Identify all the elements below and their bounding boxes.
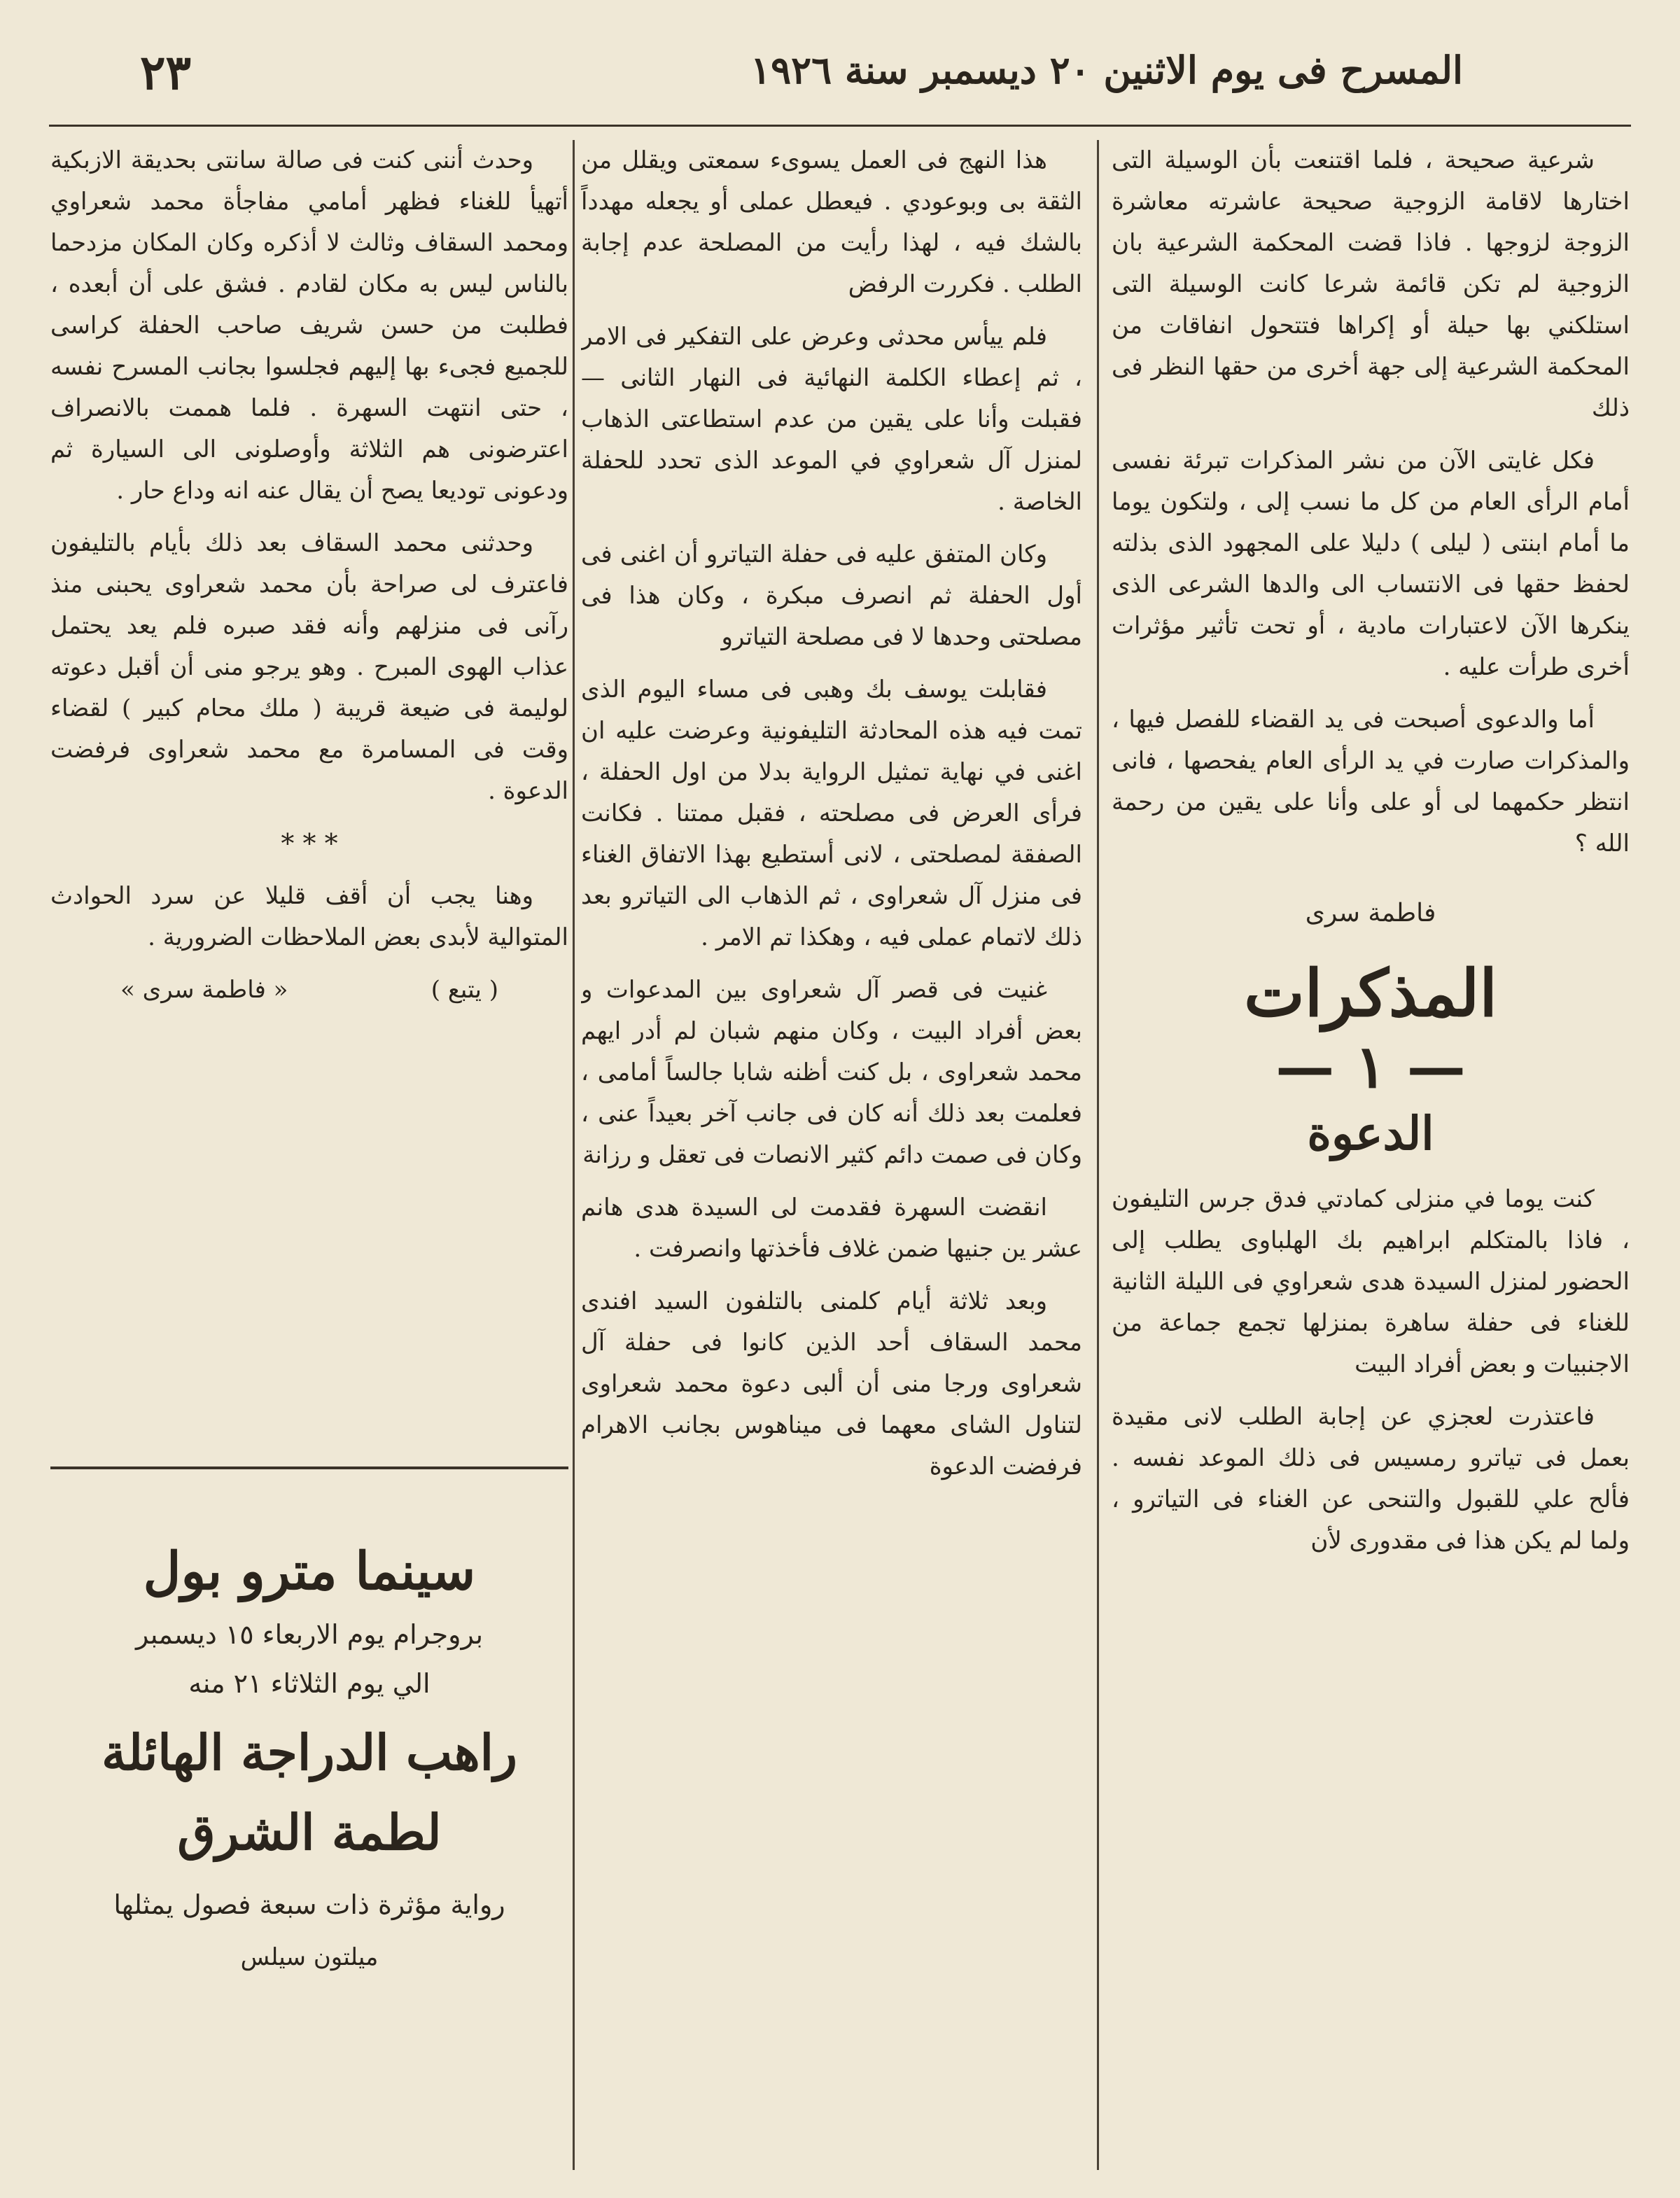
article-paragraph: فلم ييأس محدثى وعرض على التفكير فى الامر ، ثم إعطاء الكلمة النهائية فى النهار الثانى — فقبلت وأنا على يقين من عدم استطاعتى الذهاب لمنزل آل شعراوي في الموعد الذى تحدد للحفلة الخاصة . [581, 323, 1082, 516]
left-column [50, 140, 568, 1456]
article-paragraph: هذا النهج فى العمل يسوىء سمعتى ويقلل من الثقة بى وبوعودي . فيعطل عملى أو يجعله مهدداً بالشك فيه ، لهذا رأيت من المصلحة عدم إجابة الطلب . فكررت الرفض [581, 146, 1082, 298]
cinema-advertisement [50, 1505, 568, 2170]
article-paragraph: وكان المتفق عليه فى حفلة التياترو أن اغنى فى أول الحفلة ثم انصرف مبكرة ، وكان هذا فى مصلحتى وحدها لا فى مصلحة التياترو [581, 540, 1082, 651]
to-be-continued: ( يتبع ) [430, 976, 498, 1004]
page-number: ٢٣ [140, 45, 192, 101]
film-title-line1: راهب الدراجة الهائلة [102, 1723, 517, 1782]
section-separator: * * * [281, 828, 338, 859]
memoirs-part-number: — ١ — [1275, 1032, 1466, 1101]
article-paragraph: انقضت السهرة فقدمت لى السيدة هدى هانم عشر ين جنيها ضمن غلاف فأخذتها وانصرفت . [581, 1194, 1082, 1263]
right-column [1112, 140, 1630, 2170]
column-divider [1097, 140, 1099, 2170]
program-start-date: بروجرام يوم الاربعاء ١٥ ديسمبر [135, 1619, 484, 1650]
author-signature: « فاطمة سرى » [120, 976, 288, 1004]
article-paragraph: كنت يوما في منزلى كمادتي فدق جرس التليفون ، فاذا بالمتكلم ابراهيم بك الهلباوى يطلب إلى الحضور لمنزل السيدة هدى شعراوي فى الليلة الثانية للغناء فى حفلة ساهرة بمنزلها تجمع جماعة من الاجنبيات و بعض أفراد البيت [1112, 1185, 1630, 1378]
film-actor: ميلتون سيلس [240, 1943, 379, 1971]
article-paragraph: غنيت فى قصر آل شعراوى بين المدعوات و بعض أفراد البيت ، وكان منهم شبان لم أدر ايهم محمد شعراوى ، بل كنت أظنه شابا جالساً أمامى ، فعلمت بعد ذلك أنه كان فى جانب آخر بعيداً عنى ، وكان فى صمت دائم كثير الانصات فى تعقل و رزانة [581, 976, 1082, 1169]
article-paragraph: أما والدعوى أصبحت فى يد القضاء للفصل فيها ، والمذكرات صارت في يد الرأى العام يفحصها ، فانى انتظر حكمهما لى أو على وأنا على يقين من رحمة الله ؟ [1112, 706, 1630, 858]
header-rule [49, 125, 1631, 127]
article-paragraph: فاعتذرت لعجزي عن إجابة الطلب لانى مقيدة بعمل فى تياترو رمسيس فى ذلك الموعد نفسه . فألح علي للقبول والتنحى عن الغناء فى التياترو ، ولما لم يكن هذا فى مقدورى لأن [1112, 1403, 1630, 1555]
page-header [49, 39, 1631, 102]
author-signature: فاطمة سرى [1305, 899, 1436, 927]
cinema-name: سينما مترو بول [143, 1541, 476, 1602]
article-paragraph: وحدث أننى كنت فى صالة سانتى بحديقة الازبكية أتهيأ للغناء فظهر أمامي مفاجأة محمد شعراوي ومحمد السقاف وثالث لا أذكره وكان المكان مزدحما بالناس ليس به مكان لقادم . فشق على أن أبعده ، فطلبت من حسن شريف صاحب الحفلة كراسى للجميع فجىء بها إليهم فجلسوا بجانب المسرح نفسه ، حتى انتهت السهرة . فلما هممت بالانصراف اعترضونى هم الثلاثة وأوصلونى الى السيارة ثم ودعونى توديعا يصح أن يقال عنه انه وداع حار . [50, 146, 568, 505]
article-paragraph: وبعد ثلاثة أيام كلمنى بالتلفون السيد افندى محمد السقاف أحد الذين كانوا فى حفلة آل شعراوى ورجا منى أن ألبى دعوة محمد شعراوى لتناول الشاى معهما فى ميناهوس بجانب الاهرام فرفضت الدعوة [581, 1287, 1082, 1480]
article-paragraph: فقابلت يوسف بك وهبى فى مساء اليوم الذى تمت فيه هذه المحادثة التليفونية وعرضت عليه ان اغنى في نهاية تمثيل الرواية بدلا من اول الحفلة ، فرأى العرض فى مصلحته ، فقبل ممتنا . فكانت الصفقة لمصلحتى ، لانى أستطيع بهذا الاتفاق الغناء فى منزل آل شعراوى ، ثم الذهاب الى التياترو بعد ذلك لاتمام عملى فيه ، وهكذا تم الامر . [581, 676, 1082, 951]
running-head: المسرح فى يوم الاثنين ٢٠ ديسمبر سنة ١٩٢٦ [750, 48, 1463, 92]
film-description: رواية مؤثرة ذات سبعة فصول يمثلها [113, 1889, 505, 1920]
film-title-line2: لطمة الشرق [177, 1803, 442, 1861]
advertisement-rule [50, 1466, 568, 1469]
article-paragraph: وهنا يجب أن أقف قليلا عن سرد الحوادث المتوالية لأبدى بعض الملاحظات الضرورية . [50, 882, 568, 951]
memoirs-heading: المذكرات [1244, 955, 1497, 1031]
middle-column [581, 140, 1082, 2170]
memoirs-subheading: الدعوة [1307, 1106, 1434, 1161]
article-paragraph: فكل غايتى الآن من نشر المذكرات تبرئة نفسى أمام الرأى العام من كل ما نسب إلى ، ولتكون يوما ما أمام ابنتى ( ليلى ) دليلا على المجهود الذى بذلته لحفظ حقها فى الانتساب الى والدها الشرعى الذى ينكرها الآن لاعتبارات مادية ، أو تحت تأثير مؤثرات أخرى طرأت عليه . [1112, 447, 1630, 681]
continued-line [50, 969, 568, 1011]
column-divider [573, 140, 575, 2170]
program-end-date: الي يوم الثلاثاء ٢١ منه [188, 1668, 430, 1699]
article-paragraph: شرعية صحيحة ، فلما اقتنعت بأن الوسيلة التى اختارها لاقامة الزوجية صحيحة عاشرته معاشرة الزوجة لزوجها . فاذا قضت المحكمة الشرعية بان الزوجية لم تكن قائمة شرعا كانت الوسيلة التى استلكني بها حيلة أو إكراها فتتحول انفاقات من المحكمة الشرعية إلى جهة أخرى من حقها النظر فى ذلك [1112, 146, 1630, 422]
article-paragraph: وحدثنى محمد السقاف بعد ذلك بأيام بالتليفون فاعترف لى صراحة بأن محمد شعراوى يحبنى منذ رآنى فى منزلهم وأنه فقد صبره فلم يعد يحتمل عذاب الهوى المبرح . وهو يرجو منى أن أقبل دعوته لوليمة فى ضيعة قريبة ( ملك محام كبير ) لقضاء وقت فى المسامرة مع محمد شعراوى فرفضت الدعوة . [50, 529, 568, 805]
